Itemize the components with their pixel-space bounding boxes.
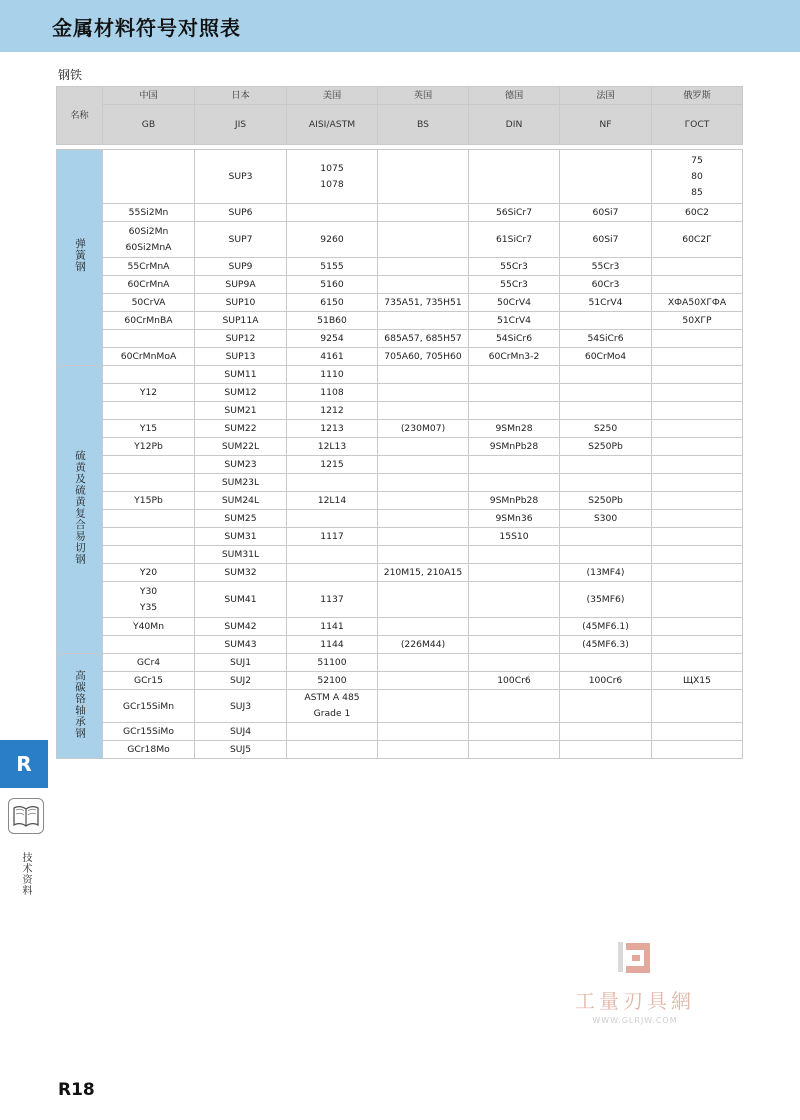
table-cell-line: ASTM A 485 [304,692,360,703]
table-cell: 1144 [287,636,378,654]
table-cell: 50CrVA [103,294,195,312]
table-cell [560,402,652,420]
page-title: 金属材料符号对照表 [52,16,241,40]
table-row [57,690,743,723]
steel-comparison-table [56,86,743,759]
table-cell [652,348,743,366]
table-cell: (13MF4) [560,564,652,582]
table-cell [652,150,743,204]
table-cell: 51B60 [287,312,378,330]
table-cell [378,312,469,330]
table-cell [378,456,469,474]
table-cell: GCr15 [103,672,195,690]
table-cell: SUM12 [195,384,287,402]
standard-header: DIN [469,105,560,145]
table-cell [378,204,469,222]
country-header: 英国 [378,87,469,105]
table-cell [469,150,560,204]
table-row [57,564,743,582]
table-cell: 55CrMnA [103,258,195,276]
table-cell: SUM21 [195,402,287,420]
table-cell [652,276,743,294]
watermark-text: 工量刃具網 [575,989,695,1013]
table-cell [469,546,560,564]
table-cell [560,150,652,204]
table-row [57,294,743,312]
table-cell-line: 1075 [320,162,344,174]
table-cell [652,564,743,582]
table-cell [469,741,560,759]
table-cell: SUM32 [195,564,287,582]
table-cell: SUM42 [195,618,287,636]
table-cell [378,546,469,564]
standard-header: ГОСТ [652,105,743,145]
table-cell: 55Cr3 [469,276,560,294]
table-cell [378,276,469,294]
watermark-logo-icon [560,940,710,983]
table-cell: 60CrMnBA [103,312,195,330]
table-cell [652,474,743,492]
table-cell: SUM11 [195,366,287,384]
table-cell: (45MF6.1) [560,618,652,636]
table-cell: 61SiCr7 [469,222,560,258]
table-cell: 100Cr6 [469,672,560,690]
table-row [57,528,743,546]
table-cell [560,384,652,402]
table-cell: GCr18Mo [103,741,195,759]
table-cell [378,384,469,402]
table-cell: SUJ3 [195,690,287,723]
table-cell [652,438,743,456]
table-cell: SUP10 [195,294,287,312]
table-row [57,723,743,741]
table-cell: 54SiCr6 [560,330,652,348]
standard-header: GB [103,105,195,145]
table-cell [560,741,652,759]
table-cell: 60CrMnA [103,276,195,294]
country-header: 美国 [287,87,378,105]
table-cell [469,366,560,384]
table-cell: 9254 [287,330,378,348]
table-cell [378,402,469,420]
table-cell: SUP3 [195,150,287,204]
watermark-url: WWW.GLRJW.COM [592,1016,678,1025]
table-cell [103,330,195,348]
table-cell: SUM23L [195,474,287,492]
table-cell [287,510,378,528]
table-row [57,636,743,654]
table-cell: SUM43 [195,636,287,654]
table-cell [287,564,378,582]
table-cell: (230M07) [378,420,469,438]
side-category-label: 技术资料 [20,852,31,896]
country-header: 日本 [195,87,287,105]
table-cell: Y12Pb [103,438,195,456]
section-title: 钢铁 [58,68,83,82]
table-cell: ЩХ15 [652,672,743,690]
table-cell: SUP13 [195,348,287,366]
table-cell [378,582,469,618]
table-cell: 5160 [287,276,378,294]
table-cell [287,150,378,204]
table-body [57,150,743,759]
table-cell [103,402,195,420]
table-cell: 705A60, 705H60 [378,348,469,366]
table-cell [652,330,743,348]
table-cell [378,366,469,384]
table-cell: 51CrV4 [469,312,560,330]
group-label-text: 弹簧钢 [74,238,86,273]
table-cell [469,654,560,672]
table-cell [469,582,560,618]
table-cell-line: 60Si2MnA [125,241,172,253]
table-cell [378,741,469,759]
group-label [57,150,103,366]
table-cell: SUP12 [195,330,287,348]
table-cell [652,456,743,474]
table-cell: SUP11A [195,312,287,330]
table-cell [287,204,378,222]
table-row [57,348,743,366]
table-cell [378,222,469,258]
table-cell [103,366,195,384]
table-cell: 6150 [287,294,378,312]
table-cell: 735A51, 735H51 [378,294,469,312]
table-cell: 54SiCr6 [469,330,560,348]
table-cell [652,528,743,546]
table-cell [378,690,469,723]
table-row [57,492,743,510]
table-cell: Y15 [103,420,195,438]
group-label [57,654,103,759]
standard-header: BS [378,105,469,145]
table-cell [103,150,195,204]
table-cell [652,546,743,564]
table-cell [469,474,560,492]
table-cell [103,510,195,528]
table-cell [560,723,652,741]
table-cell [103,636,195,654]
table-cell: 60C2Г [652,222,743,258]
table-cell [378,438,469,456]
table-row [57,741,743,759]
table-row [57,366,743,384]
table-cell-line: Grade 1 [313,708,351,719]
table-row [57,474,743,492]
table-row [57,222,743,258]
table-cell [469,384,560,402]
table-cell [287,474,378,492]
standard-header: AISI/ASTM [287,105,378,145]
table-cell [652,618,743,636]
table-cell: 210M15, 210A15 [378,564,469,582]
table-cell-line: 1078 [320,178,344,190]
table-cell [103,456,195,474]
table-cell [469,564,560,582]
table-cell-line: 75 [691,154,703,166]
table-cell: 60CrMn3-2 [469,348,560,366]
table-cell: 1117 [287,528,378,546]
table-cell: 60Si7 [560,222,652,258]
table-cell: GCr4 [103,654,195,672]
table-cell: 100Cr6 [560,672,652,690]
table-cell [652,366,743,384]
table-cell: 50ХГР [652,312,743,330]
table-cell [652,654,743,672]
table-row [57,258,743,276]
table-cell-line: 60Si2Mn [128,225,169,237]
table-cell [469,402,560,420]
table-cell [560,456,652,474]
table-cell: 60CrMo4 [560,348,652,366]
table-cell: 1215 [287,456,378,474]
table-cell: SUJ4 [195,723,287,741]
country-header: 法国 [560,87,652,105]
table-cell [652,723,743,741]
group-label-text: 高碳铬轴承钢 [74,669,86,739]
table-cell [287,723,378,741]
table-cell [378,474,469,492]
table-cell [378,492,469,510]
table-row [57,582,743,618]
table-cell: 1108 [287,384,378,402]
table-cell: SUP9A [195,276,287,294]
table-cell [652,258,743,276]
table-cell: GCr15SiMn [103,690,195,723]
table-cell [560,546,652,564]
table-row [57,204,743,222]
table-cell: 60Si7 [560,204,652,222]
table-cell [469,723,560,741]
table-row [57,330,743,348]
table-row [57,384,743,402]
table-row [57,672,743,690]
table-cell: SUJ1 [195,654,287,672]
table-cell: 12L14 [287,492,378,510]
table-cell: (35MF6) [560,582,652,618]
table-cell: 60Cr3 [560,276,652,294]
table-cell: 1137 [287,582,378,618]
table-cell: 12L13 [287,438,378,456]
table-cell: ХФА50ХГФА [652,294,743,312]
table-row [57,618,743,636]
table-cell: 4161 [287,348,378,366]
country-header: 德国 [469,87,560,105]
table-cell [103,582,195,618]
table-cell [287,690,378,723]
table-cell: Y20 [103,564,195,582]
table-cell: SUM23 [195,456,287,474]
table-cell: 1141 [287,618,378,636]
table-cell: GCr15SiMo [103,723,195,741]
table-cell [378,510,469,528]
table-cell: 685A57, 685H57 [378,330,469,348]
table-row [57,276,743,294]
table-cell [560,474,652,492]
table-cell [652,636,743,654]
group-label [57,366,103,654]
table-cell: 50CrV4 [469,294,560,312]
table-cell [378,672,469,690]
section-tab-r[interactable]: R [0,740,48,788]
table-cell: SUM22L [195,438,287,456]
table-cell: SUM25 [195,510,287,528]
table-cell [560,366,652,384]
table-cell: 1212 [287,402,378,420]
table-cell: 5155 [287,258,378,276]
table-cell [560,654,652,672]
table-cell [469,456,560,474]
table-cell: 52100 [287,672,378,690]
table-cell [652,741,743,759]
table-cell: SUJ2 [195,672,287,690]
table-cell [469,618,560,636]
table-row [57,420,743,438]
table-cell [560,312,652,330]
table-cell: 60C2 [652,204,743,222]
table-row [57,654,743,672]
table-cell: 15S10 [469,528,560,546]
table-cell: (226M44) [378,636,469,654]
table-cell [652,384,743,402]
table-cell: 55Cr3 [469,258,560,276]
table-cell: 9SMn36 [469,510,560,528]
standard-header: JIS [195,105,287,145]
group-label-text: 硫黄及硫黄复合易切钢 [74,450,86,565]
table-cell [378,618,469,636]
table-cell: S300 [560,510,652,528]
table-cell [378,258,469,276]
table-cell: Y12 [103,384,195,402]
table-cell: 9260 [287,222,378,258]
name-header: 名称 [57,87,103,145]
table-row [57,510,743,528]
table-cell [652,582,743,618]
table-cell: Y40Mn [103,618,195,636]
table-cell [378,150,469,204]
table-cell [103,546,195,564]
table-cell: SUM24L [195,492,287,510]
table-cell: 1213 [287,420,378,438]
table-cell [103,474,195,492]
table-cell: S250Pb [560,492,652,510]
table-cell [652,690,743,723]
country-header: 中国 [103,87,195,105]
table-cell: 55Cr3 [560,258,652,276]
table-cell: SUM41 [195,582,287,618]
table-cell: 51100 [287,654,378,672]
table-cell: S250 [560,420,652,438]
table-cell [378,654,469,672]
table-cell [652,402,743,420]
table-cell: 60CrMnMoA [103,348,195,366]
table-cell: (45MF6.3) [560,636,652,654]
table-cell: 9SMnPb28 [469,438,560,456]
table-cell: S250Pb [560,438,652,456]
table-cell [560,528,652,546]
table-cell [469,690,560,723]
table-cell [652,492,743,510]
table-cell [560,690,652,723]
table-cell-line: 80 [691,170,703,182]
table-row [57,402,743,420]
country-header: 俄罗斯 [652,87,743,105]
table-cell-line: Y30 [139,585,158,597]
table-cell [652,420,743,438]
page-number: R18 [58,1080,95,1100]
table-cell: SUJ5 [195,741,287,759]
table-cell-line: Y35 [139,601,158,613]
table-cell [378,723,469,741]
table-cell: 51CrV4 [560,294,652,312]
table-cell [103,222,195,258]
table-cell: Y15Pb [103,492,195,510]
standard-header: NF [560,105,652,145]
table-row [57,438,743,456]
table-row [57,312,743,330]
table-cell [469,636,560,654]
table-cell: 56SiCr7 [469,204,560,222]
watermark [560,940,710,1025]
table-cell: 1110 [287,366,378,384]
page-header [0,0,800,52]
table-cell: SUP9 [195,258,287,276]
table-cell [378,528,469,546]
table-cell: SUP6 [195,204,287,222]
table-cell [287,741,378,759]
table-cell-line: 85 [691,186,703,198]
table-cell: 9SMnPb28 [469,492,560,510]
table-cell: SUM22 [195,420,287,438]
table-cell [287,546,378,564]
table-row [57,150,743,204]
table-row [57,456,743,474]
table-cell [652,510,743,528]
table-cell: 9SMn28 [469,420,560,438]
table-cell: SUM31L [195,546,287,564]
table-cell [103,528,195,546]
table-cell: SUM31 [195,528,287,546]
table-row [57,546,743,564]
table-cell: SUP7 [195,222,287,258]
book-icon [8,798,44,834]
table-cell: 55Si2Mn [103,204,195,222]
